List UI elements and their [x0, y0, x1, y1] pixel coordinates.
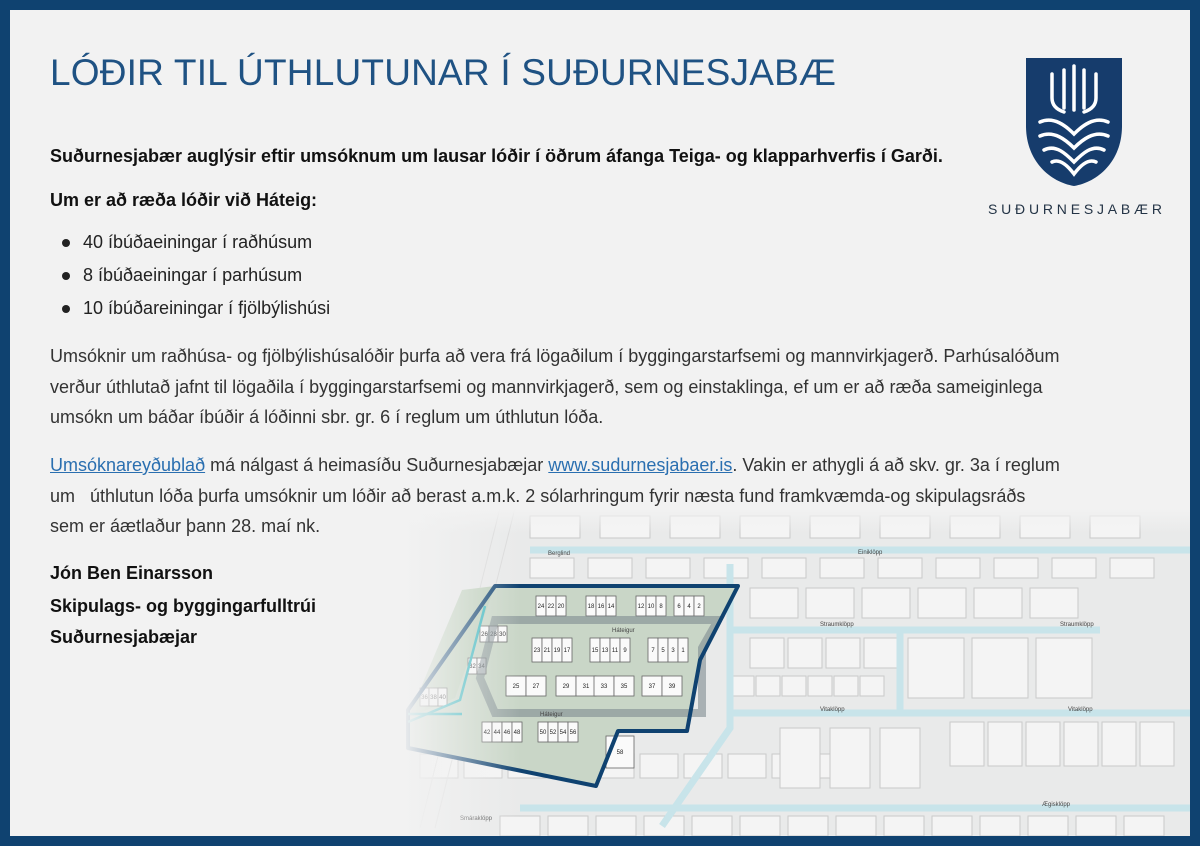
background-block	[646, 558, 690, 578]
lot-number: 52	[549, 730, 557, 736]
background-block	[788, 816, 828, 836]
background-block	[988, 722, 1022, 766]
lot-number: 19	[553, 648, 561, 654]
website-link[interactable]: www.sudurnesjabaer.is	[548, 455, 733, 475]
background-block	[728, 754, 766, 778]
background-block	[972, 638, 1028, 698]
paragraph-text: . Vakin er athygli á að skv. gr. 3a í reglum	[732, 455, 1060, 475]
background-block	[878, 558, 922, 578]
background-block	[860, 676, 884, 696]
sudurnesjabaer-crest-icon	[986, 56, 1162, 216]
lot-number: 2	[697, 604, 701, 610]
background-block	[932, 816, 972, 836]
background-block	[836, 816, 876, 836]
background-block	[692, 816, 732, 836]
unit-list	[56, 232, 330, 331]
paragraph-line: sem er áætlaður þann 28. maí nk.	[50, 516, 321, 536]
background-block	[864, 638, 898, 668]
lot-number: 7	[651, 648, 655, 654]
lot-number: 3	[671, 648, 675, 654]
background-block	[788, 638, 822, 668]
lot-number: 27	[532, 684, 540, 690]
background-block	[548, 816, 588, 836]
lot-number: 11	[611, 648, 619, 654]
background-block	[782, 676, 806, 696]
lot-number: 13	[601, 648, 609, 654]
background-block	[980, 816, 1020, 836]
lot-number: 58	[616, 750, 624, 756]
lot-number: 39	[668, 684, 676, 690]
background-block	[908, 638, 964, 698]
lot-number: 37	[648, 684, 656, 690]
paragraph-line: verður úthlutað jafnt til lögaðila í byggingarstarfsemi og mannvirkjagerð, sem og einstaklinga, ef um er að ræða sameiginlega	[50, 376, 1043, 397]
lot-number: 1	[681, 648, 685, 654]
background-block	[1110, 558, 1154, 578]
background-block	[1028, 816, 1068, 836]
background-block	[826, 638, 860, 668]
background-block	[936, 558, 980, 578]
background-block	[1076, 816, 1116, 836]
background-block	[950, 722, 984, 766]
background-block	[880, 728, 920, 788]
street-label: Straumklöpp	[820, 622, 854, 628]
lot-number: 31	[582, 684, 590, 690]
paragraph-line	[50, 450, 1060, 481]
lot-number: 14	[607, 604, 615, 610]
site-plan-map	[400, 508, 1190, 836]
background-block	[808, 676, 832, 696]
lot-number: 9	[623, 648, 627, 654]
street-label: Vitaklöpp	[820, 707, 845, 713]
lot-number: 54	[559, 730, 567, 736]
paragraph-text: má nálgast á heimasíðu Suðurnesjabæjar	[205, 455, 549, 475]
background-block	[884, 816, 924, 836]
street-label: Vitaklöpp	[1068, 707, 1093, 713]
list-item-label: 40 íbúðaeiningar í raðhúsum	[83, 232, 313, 252]
lot-number: 16	[597, 604, 605, 610]
background-block	[756, 676, 780, 696]
lot-number: 29	[562, 684, 570, 690]
lot-number: 12	[637, 604, 645, 610]
background-block	[596, 816, 636, 836]
page-title: LÓÐIR TIL ÚTHLUTUNAR Í SUÐURNESJABÆ	[50, 52, 837, 93]
street-label: Einiklöpp	[858, 550, 883, 556]
bullet-icon	[62, 305, 70, 313]
lot-number: 4	[687, 604, 691, 610]
lot-number: 18	[587, 604, 595, 610]
background-block	[1036, 638, 1092, 698]
background-block	[750, 588, 798, 618]
lot-number: 33	[600, 684, 608, 690]
street-label: Berglind	[548, 551, 571, 557]
street-label: Háteigur	[540, 712, 563, 718]
paragraph-line: um úthlutun lóða þurfa umsóknir um lóðir að berast a.m.k. 2 sólarhringum fyrir næsta fund framkvæmda-og skipulagsráðs	[50, 485, 1026, 506]
list-item	[56, 298, 330, 331]
background-block	[830, 728, 870, 788]
list-item-label: 10 íbúðareiningar í fjölbýlishúsi	[83, 298, 331, 318]
lot-number: 22	[547, 604, 555, 610]
lot-number: 6	[677, 604, 681, 610]
list-item	[56, 232, 330, 265]
lot-number: 35	[620, 684, 628, 690]
street-label: Ægisklöpp	[1042, 802, 1071, 808]
street-label: Háteigur	[612, 628, 635, 634]
lead-paragraph: Suðurnesjabær auglýsir eftir umsóknum um lausar lóðir í öðrum áfanga Teiga- og klapparhverfis í Garði.	[50, 146, 943, 166]
background-block	[1052, 558, 1096, 578]
background-block	[640, 754, 678, 778]
background-block	[834, 676, 858, 696]
street-label: Straumklöpp	[1060, 622, 1094, 628]
bullet-icon	[62, 272, 70, 280]
background-block	[806, 588, 854, 618]
signature-name: Jón Ben Einarsson	[50, 563, 214, 583]
lot-number: 23	[533, 648, 541, 654]
background-block	[994, 558, 1038, 578]
eligibility-paragraph	[50, 341, 1060, 433]
paragraph-line: umsókn um báðar íbúðir á lóðinni sbr. gr. 6 í reglum um úthlutun lóða.	[50, 407, 604, 427]
background-block	[862, 588, 910, 618]
list-item-label: 8 íbúðaeiningar í parhúsum	[83, 265, 303, 285]
application-form-link[interactable]: Umsóknareyðublað	[50, 455, 206, 475]
background-block	[1064, 722, 1098, 766]
signature-role: Skipulags- og byggingarfulltrúi	[50, 596, 317, 616]
list-item	[56, 265, 330, 298]
background-block	[1140, 722, 1174, 766]
lot-number: 17	[563, 648, 571, 654]
lot-number: 24	[537, 604, 545, 610]
background-block	[918, 588, 966, 618]
background-block	[780, 728, 820, 788]
lot-number: 56	[569, 730, 577, 736]
background-block	[750, 638, 784, 668]
lot-number: 5	[661, 648, 665, 654]
paragraph-line: Umsóknir um raðhúsa- og fjölbýlishúsalóðir þurfa að vera frá lögaðilum í byggingarstarfsemi og mannvirkjagerð. Parhúsalóðum	[50, 346, 1060, 366]
background-block	[974, 588, 1022, 618]
background-block	[820, 558, 864, 578]
lot-number: 10	[647, 604, 655, 610]
background-block	[740, 816, 780, 836]
background-block	[1030, 588, 1078, 618]
background-block	[1026, 722, 1060, 766]
lot-number: 21	[543, 648, 551, 654]
background-block	[1102, 722, 1136, 766]
background-block	[1124, 816, 1164, 836]
background-block	[704, 558, 748, 578]
lot-number: 50	[539, 730, 547, 736]
section-subheading: Um er að ræða lóðir við Háteig:	[50, 190, 318, 210]
logo-wordmark: SUÐURNESJABÆR	[988, 201, 1166, 217]
lot-number: 15	[591, 648, 599, 654]
background-block	[588, 558, 632, 578]
background-block	[762, 558, 806, 578]
signature-org: Suðurnesjabæjar	[50, 627, 198, 647]
background-block	[730, 676, 754, 696]
lot-number: 20	[557, 604, 565, 610]
lot-number: 8	[659, 604, 663, 610]
background-block	[530, 558, 574, 578]
bullet-icon	[62, 239, 70, 247]
application-paragraph	[50, 450, 1060, 542]
